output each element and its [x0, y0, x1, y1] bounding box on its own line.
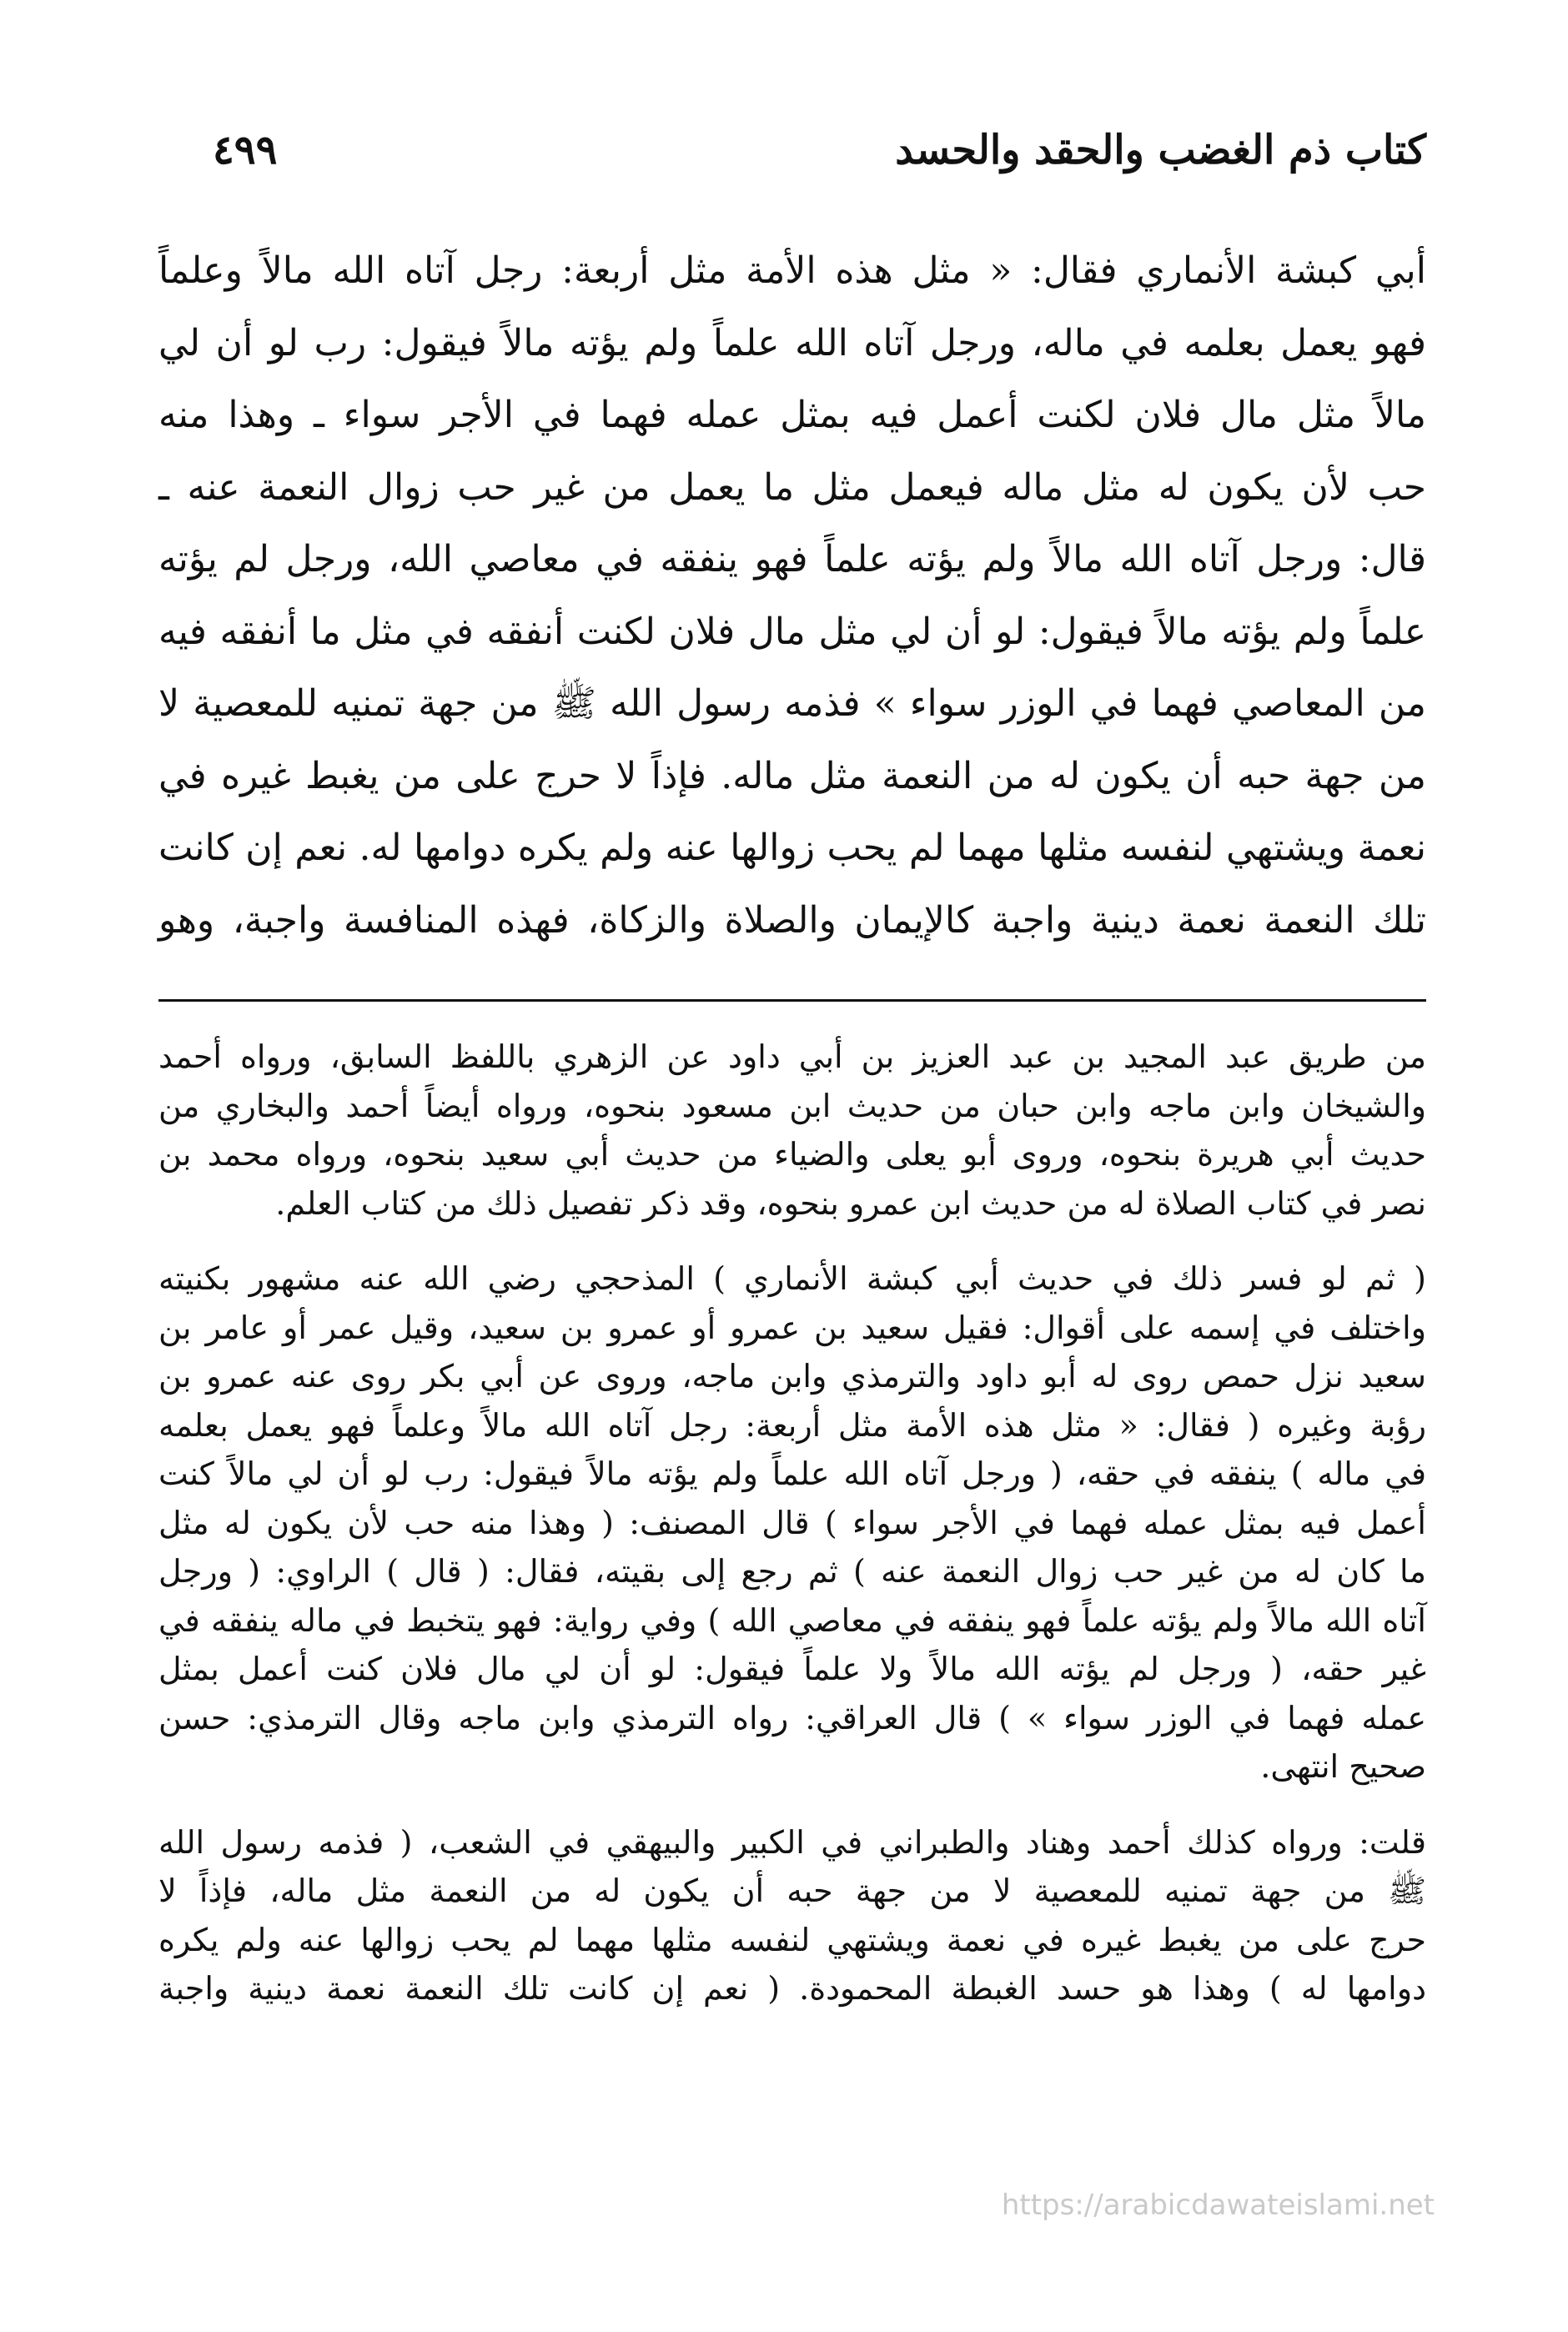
commentary-line: رؤبة وغيره ( فقال: « مثل هذه الأمة مثل أربعة: رجل آتاه الله مالاً وعلماً فهو يعمل بعلمه — [158, 1406, 1427, 1444]
commentary-line: نصر في كتاب الصلاة له من حديث ابن عمرو بنحوه، وقد ذكر تفصيل ذلك من كتاب العلم. — [275, 1184, 1426, 1222]
commentary-line: والشيخان وابن ماجه وابن حبان من حديث ابن مسعود بنحوه، ورواه أيضاً أحمد والبخاري من — [158, 1087, 1426, 1124]
main-line: حب لأن يكون له مثل ماله فيعمل مثل ما يعمل من غير حب زوال النعمة عنه ـ — [158, 465, 1426, 509]
commentary-line: في ماله ) ينفقه في حقه، ( ورجل آتاه الله علماً ولم يؤته مالاً فيقول: رب لو أن لي مالاً كنت — [158, 1455, 1426, 1492]
commentary-line: عمله فهما في الوزر سواء » ) قال العراقي: رواه الترمذي وابن ماجه وقال الترمذي: حسن — [158, 1699, 1426, 1736]
page-number: ٤٩٩ — [213, 127, 278, 173]
main-line: قال: ورجل آتاه الله مالاً ولم يؤته علماً فهو ينفقه في معاصي الله، ورجل لم يؤته — [158, 538, 1426, 580]
commentary-line: قلت: ورواه كذلك أحمد وهناد والطبراني في الكبير والبيهقي في الشعب، ( فذمه رسول الله — [158, 1823, 1426, 1861]
commentary-line: ما كان له من غير حب زوال النعمة عنه ) ثم رجع إلى بقيته، فقال: ( قال ) الراوي: ( ورجل — [158, 1553, 1426, 1590]
commentary-line: غير حقه، ( ورجل لم يؤته الله مالاً ولا علماً فيقول: لو أن لي مال فلان كنت أعمل بمثل — [158, 1651, 1426, 1687]
commentary-line: أعمل فيه بمثل عمله فهما في الأجر سواء ) قال المصنف: ( وهذا منه حب لأن يكون له مثل — [158, 1504, 1426, 1541]
commentary-paragraph-1 — [158, 1033, 1426, 1228]
main-text — [158, 235, 1426, 957]
chapter-title: كتاب ذم الغضب والحقد والحسد — [895, 127, 1426, 173]
footnote-divider — [158, 999, 1426, 1002]
commentary-line: دوامها له ) وهذا هو حسد الغبطة المحمودة. ( نعم إن كانت تلك النعمة نعمة دينية واجبة — [158, 1970, 1426, 2007]
main-line: من جهة حبه أن يكون له من النعمة مثل ماله. فإذاً لا حرج على من يغبط غيره في — [158, 754, 1426, 797]
main-line: من المعاصي فهما في الوزر سواء » فذمه رسول الله ﷺ من جهة تمنيه للمعصية لا — [158, 682, 1426, 725]
commentary-line: حديث أبي هريرة بنحوه، وروى أبو يعلى والضياء من حديث أبي سعيد بنحوه، ورواه محمد بن — [158, 1136, 1426, 1173]
main-line: علماً ولم يؤته مالاً فيقول: لو أن لي مثل مال فلان لكنت أنفقه في مثل ما أنفقه فيه — [158, 610, 1426, 653]
running-header — [158, 117, 1426, 183]
main-line: نعمة ويشتهي لنفسه مثلها مهما لم يحب زوالها عنه ولم يكره دوامها له. نعم إن كانت — [158, 827, 1426, 869]
commentary-line: واختلف في إسمه على أقوال: فقيل سعيد بن عمرو أو عمرو بن سعيد، وقيل عمر أو عامر بن — [158, 1309, 1426, 1346]
commentary-line: صحيح انتهى. — [1260, 1748, 1426, 1785]
commentary-line: آتاه الله مالاً ولم يؤته علماً فهو ينفقه في معاصي الله ) وفي رواية: فهو يتخبط في ماله ينفقه في — [158, 1601, 1426, 1639]
commentary-line: ( ثم لو فسر ذلك في حديث أبي كبشة الأنماري ) المذحجي رضي الله عنه مشهور بكنيته — [158, 1260, 1426, 1297]
commentary-paragraph-2 — [158, 1254, 1426, 1792]
main-line: أبي كبشة الأنماري فقال: « مثل هذه الأمة مثل أربعة: رجل آتاه الله مالاً وعلماً — [158, 249, 1427, 292]
commentary-paragraph-3 — [158, 1818, 1426, 2013]
commentary-line: سعيد نزل حمص روى له أبو داود والترمذي وابن ماجه، وروى عن أبي بكر روى عنه عمرو بن — [158, 1358, 1427, 1395]
watermark-url: https://arabicdawateislami.net — [1001, 2189, 1435, 2222]
commentary-line: حرج على من يغبط غيره في نعمة ويشتهي لنفسه مثلها مهما لم يحب زوالها عنه ولم يكره — [158, 1921, 1426, 1958]
main-line: فهو يعمل بعلمه في ماله، ورجل آتاه الله علماً ولم يؤته مالاً فيقول: رب لو أن لي — [158, 321, 1426, 364]
commentary-line: من طريق عبد المجيد بن عبد العزيز بن أبي داود عن الزهري باللفظ السابق، ورواه أحمد — [158, 1038, 1426, 1075]
commentary-line: ﷺ من جهة تمنيه للمعصية لا من جهة حبه أن يكون له من النعمة مثل ماله، فإذاً لا — [158, 1872, 1426, 1909]
commentary — [158, 1033, 1426, 2023]
main-line: تلك النعمة نعمة دينية واجبة كالإيمان والصلاة والزكاة، فهذه المنافسة واجبة، وهو — [158, 898, 1426, 942]
main-line: مالاً مثل مال فلان لكنت أعمل فيه بمثل عمله فهما في الأجر سواء ـ وهذا منه — [158, 394, 1426, 436]
